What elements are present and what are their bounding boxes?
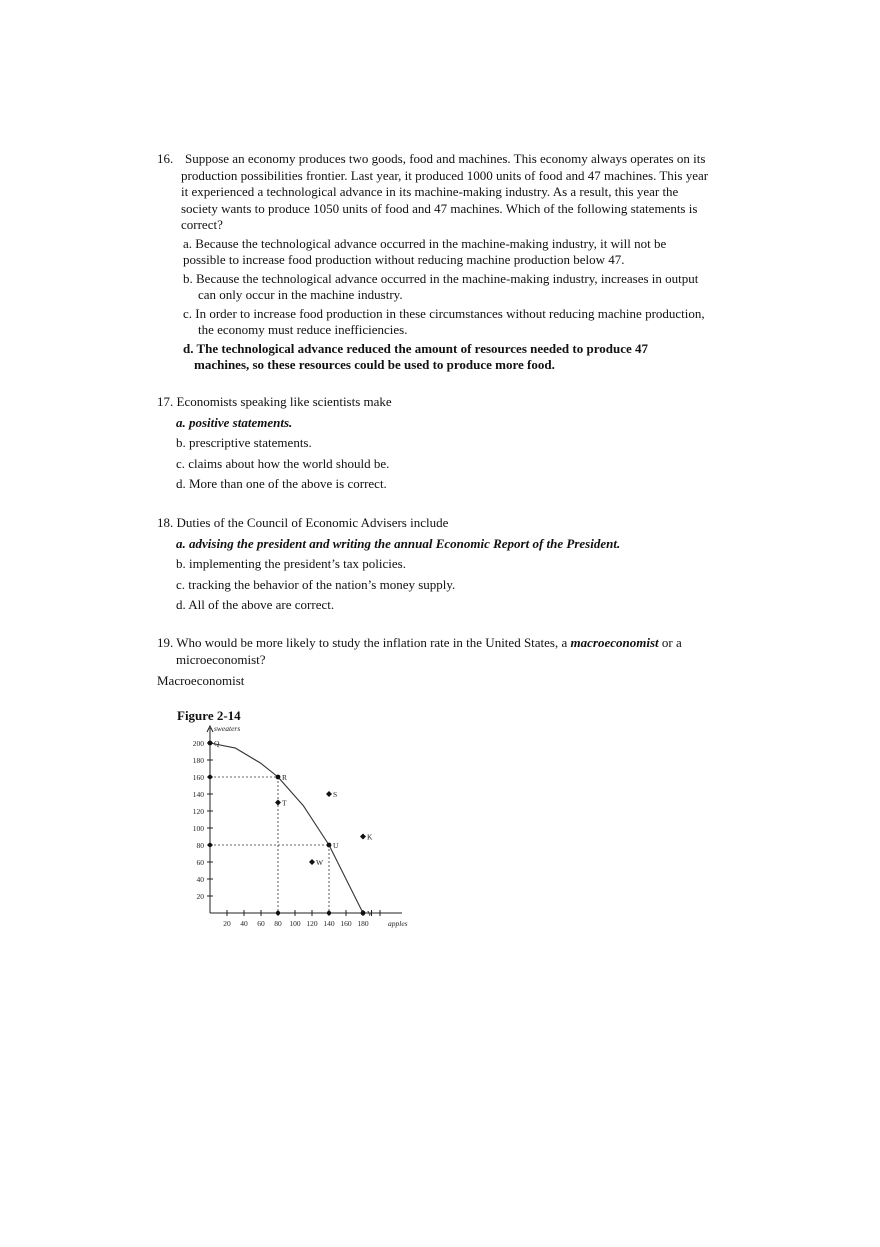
y-tick-label: 80 (196, 841, 204, 850)
x-tick-label: 20 (223, 919, 231, 928)
option-b-line-2: can only occur in the machine industry. (198, 287, 403, 302)
question-17-stem: 17. Economists speaking like scientists make (157, 394, 392, 409)
question-17-option-d: d. More than one of the above is correct. (176, 476, 387, 491)
point-label-V: V (367, 909, 373, 918)
y-tick-label: 40 (196, 875, 204, 884)
axis-marker-y-80 (208, 843, 212, 847)
point-S (326, 791, 332, 797)
x-tick-label: 100 (289, 919, 301, 928)
question-18-option-a-correct: a. advising the president and writing the annual Economic Report of the President. (176, 535, 621, 551)
y-tick-label: 200 (192, 739, 204, 748)
point-U (327, 843, 332, 848)
figure-title: Figure 2-14 (177, 708, 241, 723)
question-17-option-c: c. claims about how the world should be. (176, 455, 390, 471)
question-16-number: 16. (157, 151, 174, 166)
question-18 (157, 513, 757, 616)
point-K (360, 834, 366, 840)
point-label-K: K (367, 832, 373, 842)
point-label-Q: Q (214, 739, 220, 748)
question-16-stem-line-5: correct? (181, 217, 223, 232)
x-tick-label: 60 (257, 919, 265, 928)
point-Q (208, 741, 213, 746)
question-19-answer: Macroeconomist (157, 673, 245, 688)
question-16-option-b (157, 271, 747, 304)
point-R (276, 775, 281, 780)
axis-marker-x-140 (327, 911, 331, 915)
question-18-option-d: d. All of the above are correct. (176, 597, 335, 612)
question-16-stem-line-4: society wants to produce 1050 units of food and 47 machines. Which of the following statements is (181, 200, 698, 216)
question-19-stem-emphasis: macroeconomist (570, 635, 659, 650)
question-19-stem-text: 19. Who would be more likely to study the inflation rate in the United States, a (157, 635, 571, 650)
y-tick-label: 20 (196, 892, 204, 901)
question-18-stem: 18. Duties of the Council of Economic Advisers include (157, 515, 449, 530)
question-18-option-c: c. tracking the behavior of the nation’s money supply. (176, 576, 456, 592)
y-axis-label: sweaters (214, 724, 241, 733)
x-tick-label: 120 (306, 919, 318, 928)
point-T (275, 800, 281, 806)
y-tick-label: 100 (192, 824, 204, 833)
axis-marker-y-160 (208, 775, 212, 779)
option-d-line-1: d. The technological advance reduced the amount of resources needed to produce 47 (183, 340, 648, 356)
question-16-option-a (157, 236, 747, 269)
x-tick-label: 80 (274, 919, 282, 928)
question-16-stem (157, 151, 747, 234)
question-19-stem-line-1 (157, 635, 737, 652)
point-W (309, 859, 315, 865)
question-16 (157, 151, 747, 374)
axis-marker-x-80 (276, 911, 280, 915)
option-c-line-1: c. In order to increase food production in these circumstances without reducing machine production, (183, 305, 705, 321)
question-16-stem-line-1: Suppose an economy produces two goods, food and machines. This economy always operates on its (185, 151, 706, 166)
point-label-T: T (282, 798, 287, 808)
x-tick-label: 160 (340, 919, 352, 928)
question-17-option-b: b. prescriptive statements. (176, 435, 312, 450)
question-19 (157, 635, 737, 668)
question-16-option-d-correct (157, 341, 747, 374)
y-tick-label: 60 (196, 858, 204, 867)
question-17 (157, 392, 717, 495)
question-16-stem-line-3: it experienced a technological advance in its machine-making industry. As a result, this year the (181, 184, 679, 199)
question-19-stem-tail: or a (658, 635, 682, 650)
y-tick-label: 120 (192, 807, 204, 816)
point-label-R: R (282, 773, 288, 782)
point-label-W: W (316, 858, 324, 867)
x-axis-label: apples (388, 919, 408, 928)
ppf-curve (210, 743, 363, 913)
question-18-option-b: b. implementing the president’s tax policies. (176, 556, 406, 571)
x-tick-label: 40 (240, 919, 248, 928)
y-tick-label: 180 (192, 756, 204, 765)
option-d-line-2: machines, so these resources could be used to produce more food. (194, 357, 555, 372)
y-tick-label: 160 (192, 773, 204, 782)
ppf-chart (180, 722, 420, 934)
question-17-option-a-correct: a. positive statements. (176, 414, 293, 430)
x-tick-label: 140 (323, 919, 335, 928)
question-16-stem-line-2: production possibilities frontier. Last year, it produced 1000 units of food and 47 machines. This year (181, 167, 709, 183)
option-a-line-2: possible to increase food production without reducing machine production below 47. (183, 252, 625, 267)
point-label-U: U (333, 841, 339, 850)
point-label-S: S (333, 790, 338, 799)
question-19-stem-line-2: microeconomist? (176, 651, 266, 667)
x-tick-label: 180 (357, 919, 369, 928)
option-c-line-2: the economy must reduce inefficiencies. (198, 322, 408, 337)
y-tick-label: 140 (192, 790, 204, 799)
point-V (361, 911, 366, 916)
option-b-line-1: b. Because the technological advance occurred in the machine-making industry, increases in output (183, 270, 699, 286)
question-16-option-c (157, 306, 747, 339)
option-a-line-1: a. Because the technological advance occurred in the machine-making industry, it will not be (183, 235, 667, 251)
